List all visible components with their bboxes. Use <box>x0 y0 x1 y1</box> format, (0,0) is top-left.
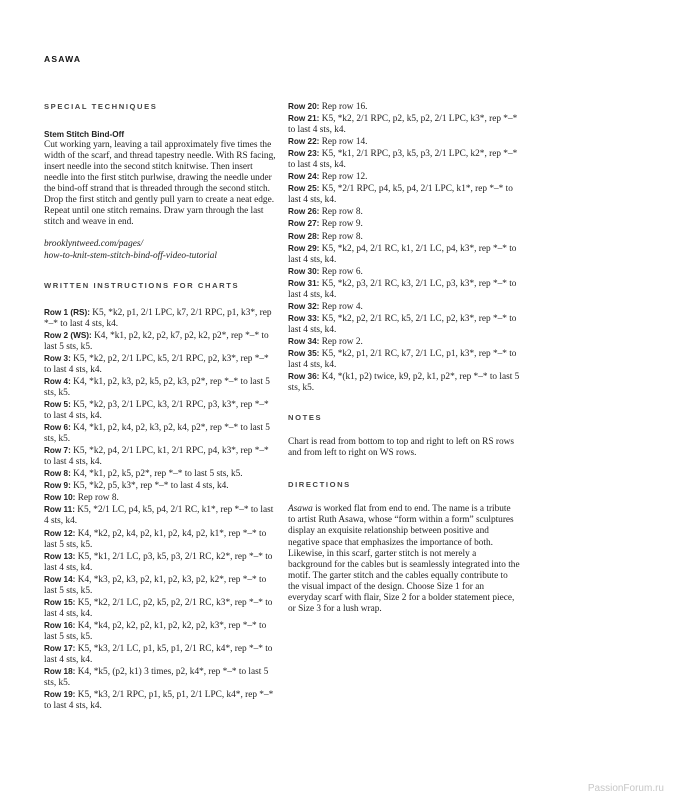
instruction-row <box>44 399 276 422</box>
instruction-row <box>44 468 276 480</box>
row-text: K5, *k2, p4, 2/1 RC, k1, 2/1 LC, p4, k3*, rep *–* to last 4 sts, k4. <box>288 243 517 265</box>
row-text: Rep row 8. <box>77 493 119 504</box>
row-label: Row 28: <box>288 231 320 241</box>
row-text: K4, *k1, p2, k3, p2, k5, p2, k3, p2*, rep *–* to last 5 sts, k5. <box>44 376 270 398</box>
row-text: K5, *k2, p1, 2/1 RC, k7, 2/1 LC, p1, k3*, rep *–* to last 4 sts, k4. <box>288 348 517 371</box>
row-text: K5, *k2, 2/1 RPC, p2, k5, p2, 2/1 LPC, k3*, rep *–* to last 4 sts, k4. <box>288 114 518 136</box>
chart-rows-left <box>44 307 276 713</box>
special-techniques-heading: SPECIAL TECHNIQUES <box>44 102 158 111</box>
instruction-row <box>44 574 276 597</box>
row-label: Row 29: <box>288 243 320 253</box>
row-label: Row 32: <box>288 301 320 311</box>
instruction-row <box>288 136 520 148</box>
row-text: Rep row 8. <box>321 231 363 242</box>
watermark: PassionForum.ru <box>587 783 664 794</box>
right-column <box>288 101 520 615</box>
row-label: Row 3: <box>44 353 71 363</box>
row-label: Row 11: <box>44 505 75 515</box>
instruction-row <box>288 183 520 206</box>
row-label: Row 4: <box>44 376 71 386</box>
row-text: K5, *k2, p4, 2/1 LPC, k1, 2/1 RPC, p4, k3*, rep *–* to last 4 sts, k4. <box>44 446 269 468</box>
row-label: Row 23: <box>288 149 320 159</box>
row-text: K5, *k3, 2/1 RPC, p1, k5, p1, 2/1 LPC, k4*, rep *–* to last 4 sts, k4. <box>44 690 274 712</box>
row-label: Row 10: <box>44 493 76 503</box>
row-text: K5, *k2, p3, 2/1 LPC, k3, 2/1 RPC, p3, k3*, rep *–* to last 4 sts, k4. <box>44 399 269 422</box>
instruction-row <box>288 301 520 313</box>
row-label: Row 5: <box>44 399 71 409</box>
instruction-row <box>44 353 276 376</box>
instruction-row <box>288 101 520 113</box>
left-column <box>44 101 276 712</box>
instruction-row <box>288 243 520 266</box>
row-text: Rep row 12. <box>321 172 368 183</box>
row-label: Row 14: <box>44 574 76 584</box>
row-text: K4, *k2, p2, k4, p2, k1, p2, k4, p2, k1*, rep *–* to last 5 sts, k5. <box>44 528 267 550</box>
instruction-row <box>44 480 276 492</box>
row-text: K5, *2/1 LC, p4, k5, p4, 2/1 RC, k1*, rep *–* to last 4 sts, k4. <box>44 505 274 527</box>
row-label: Row 24: <box>288 172 320 182</box>
directions-title-word: Asawa <box>288 504 313 515</box>
row-label: Row 8: <box>44 469 71 479</box>
instruction-row <box>44 445 276 468</box>
row-text: K5, *k3, 2/1 LC, p1, k5, p1, 2/1 RC, k4*, rep *–* to last 4 sts, k4. <box>44 643 273 666</box>
row-label: Row 18: <box>44 667 76 677</box>
instruction-row <box>44 492 276 504</box>
row-label: Row 31: <box>288 278 320 288</box>
instruction-row <box>288 113 520 136</box>
instruction-row <box>288 206 520 218</box>
tutorial-link-line2[interactable]: how-to-knit-stem-stitch-bind-off-video-tutorial <box>44 250 217 261</box>
row-text: K4, *k5, (p2, k1) 3 times, p2, k4*, rep *–* to last 5 sts, k5. <box>44 667 269 689</box>
row-text: K4, *k3, p2, k3, p2, k1, p2, k3, p2, k2*, rep *–* to last 5 sts, k5. <box>44 574 267 596</box>
row-label: Row 30: <box>288 266 320 276</box>
row-label: Row 19: <box>44 690 76 700</box>
row-label: Row 33: <box>288 313 320 323</box>
instruction-row <box>288 371 520 394</box>
instruction-row <box>44 666 276 689</box>
page-title: ASAWA <box>44 54 82 64</box>
instruction-row <box>44 528 276 551</box>
row-label: Row 20: <box>288 102 320 111</box>
directions-text: is worked flat from end to end. The name is a tribute to artist Ruth Asawa, whose “form within a form” sculptures display an exquisite relationship between positive and negative space that emphasizes the importance of both. Likewise, in this scarf, garter stitch is not merely a background for the cables but is seamlessly integrated into the motif. The garter stitch and the cables equally contribute to the visual impact of the design. Choose Size 1 for an everyday scarf with flair, Size 2 for a bolder statement piece, or Size 3 for a lush wrap. <box>288 504 520 614</box>
tutorial-link-line1[interactable]: brooklyntweed.com/pages/ <box>44 239 144 250</box>
row-label: Row 34: <box>288 336 320 346</box>
row-label: Row 21: <box>288 114 320 124</box>
row-label: Row 27: <box>288 219 320 229</box>
row-text: K5, *k2, p2, 2/1 RC, k5, 2/1 LC, p2, k3*, rep *–* to last 4 sts, k4. <box>288 313 517 335</box>
row-text: K4, *k1, p2, k5, p2*, rep *–* to last 5 sts, k5. <box>73 469 243 480</box>
row-text: Rep row 4. <box>321 301 363 312</box>
instruction-row <box>44 620 276 643</box>
row-text: K5, *k1, 2/1 RPC, p3, k5, p3, 2/1 LPC, k2*, rep *–* to last 4 sts, k4. <box>288 149 518 171</box>
row-text: Rep row 16. <box>321 102 368 112</box>
stem-stitch-subheading: Stem Stitch Bind-Off <box>44 130 125 140</box>
instruction-row <box>288 336 520 348</box>
row-label: Row 22: <box>288 137 320 147</box>
row-text: K5, *k2, p5, k3*, rep *–* to last 4 sts, k4. <box>73 481 229 492</box>
row-text: K4, *k4, p2, k2, p2, k1, p2, k2, p2, k3*, rep *–* to last 5 sts, k5. <box>44 620 267 642</box>
row-label: Row 26: <box>288 207 320 217</box>
instruction-row <box>288 218 520 230</box>
row-text: K5, *k2, p3, 2/1 RC, k3, 2/1 LC, p3, k3*, rep *–* to last 4 sts, k4. <box>288 278 517 300</box>
instruction-row <box>288 171 520 183</box>
row-label: Row 15: <box>44 597 76 607</box>
row-text: K5, *k2, p2, 2/1 LPC, k5, 2/1 RPC, p2, k3*, rep *–* to last 4 sts, k4. <box>44 353 269 375</box>
directions-heading: DIRECTIONS <box>288 480 351 490</box>
row-label: Row 1 (RS): <box>44 307 90 317</box>
row-label: Row 13: <box>44 551 76 561</box>
row-text: K4, *k1, p2, k4, p2, k3, p2, k4, p2*, rep *–* to last 5 sts, k5. <box>44 423 270 445</box>
row-label: Row 36: <box>288 372 320 382</box>
row-text: K4, *(k1, p2) twice, k9, p2, k1, p2*, rep *–* to last 5 sts, k5. <box>288 372 520 394</box>
row-label: Row 12: <box>44 528 76 538</box>
row-text: Rep row 14. <box>321 137 368 148</box>
instruction-row <box>288 266 520 278</box>
instruction-row <box>44 689 276 712</box>
row-text: Rep row 6. <box>321 266 363 277</box>
row-text: K5, *k1, 2/1 LC, p3, k5, p3, 2/1 RC, k2*, rep *–* to last 4 sts, k4. <box>44 551 273 573</box>
directions-body <box>288 504 520 614</box>
instruction-row <box>44 330 276 353</box>
row-label: Row 25: <box>288 184 320 194</box>
stem-stitch-body: Cut working yarn, leaving a tail approximately five times the width of the scarf, and thread tapestry needle. With RS facing, insert needle into the second stitch knitwise. Then insert needle into the first stitch purlwise, drawing the needle under the bind-off strand that is threaded through the second stitch. Drop the first stitch and gently pull yarn to create a neat edge. Repeat until one stitch remains. Draw yarn through the last stitch and weave in end. <box>44 140 276 228</box>
instruction-row <box>44 597 276 620</box>
row-label: Row 35: <box>288 348 320 358</box>
instruction-row <box>288 313 520 336</box>
instruction-row <box>44 422 276 445</box>
chart-rows-right <box>288 101 520 394</box>
row-text: K5, *k2, p1, 2/1 LPC, k7, 2/1 RPC, p1, k3*, rep *–* to last 4 sts, k4. <box>44 307 272 329</box>
row-text: Rep row 9. <box>321 219 363 230</box>
instruction-row <box>44 643 276 666</box>
row-label: Row 7: <box>44 446 71 456</box>
instruction-row <box>288 348 520 371</box>
row-text: K4, *k1, p2, k2, p2, k7, p2, k2, p2*, rep *–* to last 5 sts, k5. <box>44 330 269 352</box>
instruction-row <box>288 231 520 243</box>
written-instructions-heading: WRITTEN INSTRUCTIONS FOR CHARTS <box>44 280 240 290</box>
instruction-row <box>44 307 276 330</box>
notes-heading: NOTES <box>288 413 323 423</box>
instruction-row <box>44 376 276 399</box>
row-label: Row 16: <box>44 620 76 630</box>
row-text: K5, *k2, 2/1 LC, p2, k5, p2, 2/1 RC, k3*, rep *–* to last 4 sts, k4. <box>44 597 273 619</box>
row-text: K5, *2/1 RPC, p4, k5, p4, 2/1 LPC, k1*, rep *–* to last 4 sts, k4. <box>288 184 513 206</box>
row-label: Row 17: <box>44 643 76 653</box>
row-label: Row 9: <box>44 481 71 491</box>
instruction-row <box>44 504 276 527</box>
row-label: Row 2 (WS): <box>44 330 92 340</box>
row-label: Row 6: <box>44 423 71 433</box>
row-text: Rep row 8. <box>321 207 363 218</box>
notes-body: Chart is read from bottom to top and right to left on RS rows and from left to right on WS rows. <box>288 437 514 459</box>
instruction-row <box>288 278 520 301</box>
row-text: Rep row 2. <box>321 336 363 347</box>
instruction-row <box>288 148 520 171</box>
instruction-row <box>44 551 276 574</box>
